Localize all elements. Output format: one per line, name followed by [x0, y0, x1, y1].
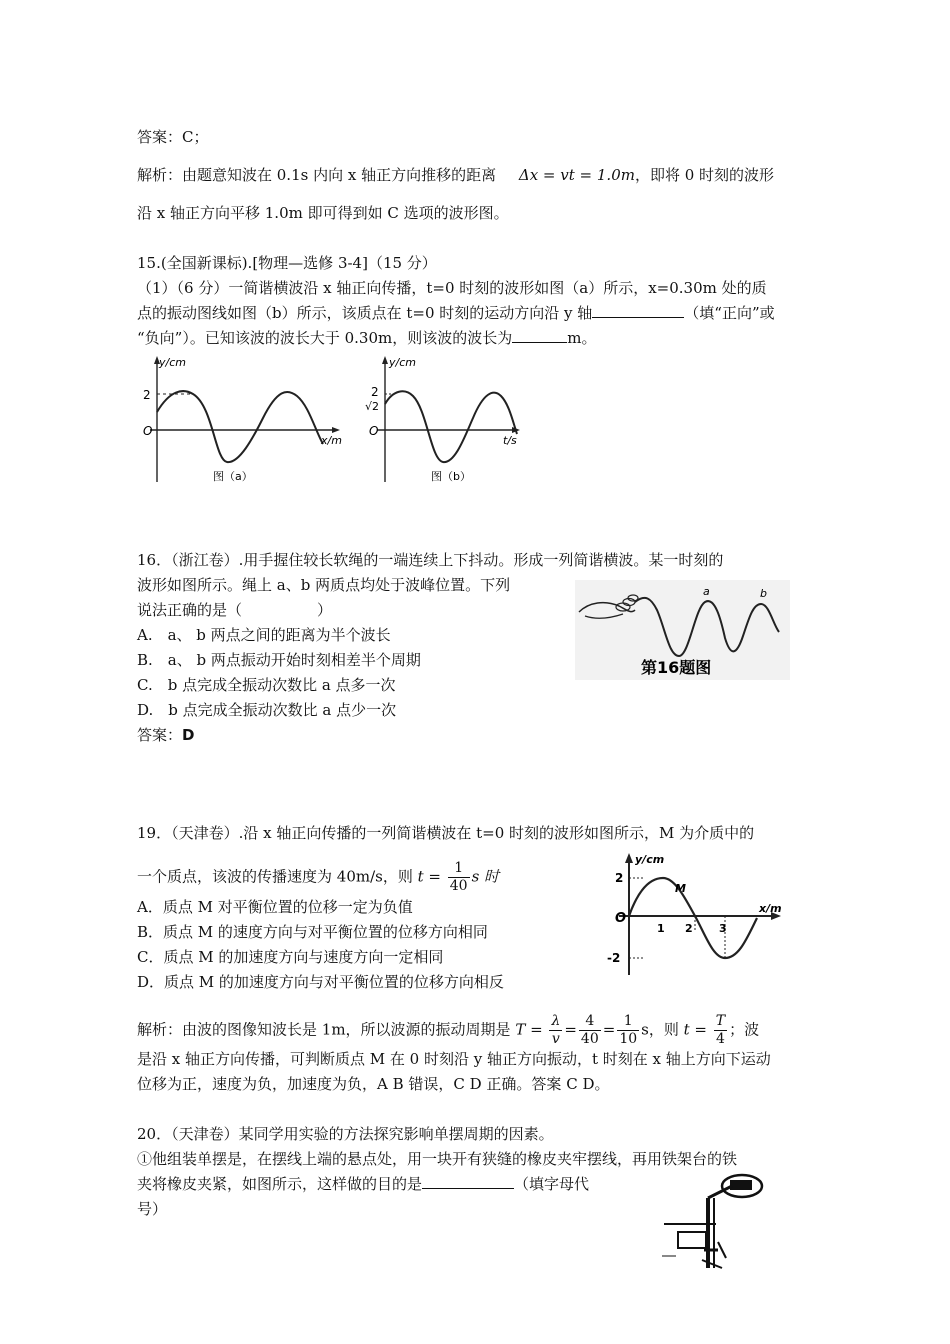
- q16-option-c[interactable]: C. b 点完成全振动次数比 a 点多一次: [137, 676, 396, 694]
- figure-19-ylabel: y/cm: [635, 853, 665, 866]
- q19-option-d[interactable]: D．质点 M 的加速度方向与对平衡位置的位移方向相反: [137, 973, 504, 991]
- q15-line1: （1）（6 分）一简谐横波沿 x 轴正向传播，t=0 时刻的波形如图（a）所示，x=0.30m 处的质: [137, 279, 767, 297]
- figure-a-tick-2: 2: [143, 388, 151, 402]
- figure-16-label-a: a: [703, 585, 710, 598]
- q16-option-b[interactable]: B. a、 b 两点振动开始时刻相差半个周期: [137, 651, 421, 669]
- analysis-14-formula: Δx = vt = 1.0m: [518, 166, 635, 184]
- q19-line1: 19．（天津卷）.沿 x 轴正向传播的一列简谐横波在 t=0 时刻的波形如图所示，M 为介质中的: [137, 824, 755, 842]
- q19-analysis-s: s，则: [641, 1020, 679, 1039]
- q15-line3: [137, 328, 596, 348]
- q19-analysis-frac2: $\frac{4}{40}$: [580, 1013, 599, 1047]
- analysis-14-line2: 沿 x 轴正方向平移 1.0m 即可得到如 C 选项的波形图。: [137, 204, 509, 222]
- q19-analysis-line3: 位移为正，速度为负，加速度为负，A B 错误，C D 正确。答案 C D。: [137, 1075, 610, 1093]
- q20-line3-text: 夹将橡皮夹紧，如图所示，这样做的目的是: [137, 1175, 423, 1193]
- q15-line2: [137, 303, 775, 323]
- figure-b-tick-root2: √2: [365, 400, 380, 413]
- q20-blank-answer[interactable]: [422, 1174, 514, 1189]
- figure-19-origin: O: [615, 911, 627, 926]
- figure-19-tick-1: 1: [657, 922, 665, 935]
- figure-a-caption: 图（a）: [213, 470, 253, 483]
- q15-blank-direction[interactable]: [592, 303, 684, 318]
- figure-19-xlabel: x/m: [759, 902, 782, 915]
- q20-line3-hint: （填字母代: [514, 1175, 590, 1193]
- figure-16-label-b: b: [760, 587, 767, 600]
- q16-option-a[interactable]: A. a、 b 两点之间的距离为半个波长: [137, 626, 391, 644]
- figure-20-pendulum-stand: [660, 1168, 770, 1273]
- q20-line2: ①他组装单摆是，在摆线上端的悬点处，用一块开有狭缝的橡皮夹牢摆线，再用铁架台的铁: [137, 1150, 738, 1168]
- q16-answer-value: D: [182, 726, 195, 744]
- q16-option-d[interactable]: D. b 点完成全振动次数比 a 点少一次: [137, 701, 397, 719]
- q19-option-a[interactable]: A．质点 M 对平衡位置的位移一定为负值: [137, 898, 413, 916]
- q15-line3-unit: m。: [567, 329, 597, 347]
- q19-line2-text: 一个质点，该波的传播速度为 40m/s，则: [137, 867, 413, 886]
- figure-b-vibration-graph: [355, 352, 525, 487]
- q19-analysis-line2: 是沿 x 轴正方向传播，可判断质点 M 在 0 时刻沿 y 轴正方向振动，t 时刻在 x 轴上方向下运动: [137, 1050, 771, 1068]
- q19-analysis-T: T =: [515, 1020, 543, 1039]
- q15-line2-text: 点的振动图线如图（b）所示，该质点在 t=0 时刻的运动方向沿 y 轴: [137, 304, 593, 322]
- q19-line2: 一个质点，该波的传播速度为 40m/s，则 t = $\frac{1}{40}$ s 时: [137, 860, 500, 894]
- q15-title: 15.(全国新课标).[物理—选修 3-4]（15 分）: [137, 254, 437, 272]
- q19-analysis-line1: 解析：由波的图像知波长是 1m，所以波源的振动周期是 T = $\frac{\lambda}{v}$ = $\frac{4}{40}$ = $\frac{1}{10}$ s，则 t = $\frac{T}{4}$ ；波: [137, 1013, 760, 1047]
- figure-19-tick-2x: 2: [685, 922, 693, 935]
- figure-a-origin: O: [143, 424, 153, 438]
- figure-16-caption: 第16题图: [641, 658, 712, 677]
- analysis-14-text-a: 解析：由题意知波在 0.1s 内向 x 轴正方向推移的距离: [137, 166, 497, 184]
- q15-blank-wavelength[interactable]: [512, 328, 567, 343]
- figure-a-wave-graph: [135, 352, 350, 487]
- figure-b-origin: O: [369, 424, 379, 438]
- figure-b-caption: 图（b）: [431, 470, 471, 483]
- q20-line1: 20．（天津卷）某同学用实验的方法探究影响单摆周期的因素。: [137, 1125, 554, 1143]
- q16-answer-label: 答案：: [137, 726, 183, 744]
- q20-line4: 号）: [137, 1200, 168, 1218]
- q19-option-c[interactable]: C．质点 M 的加速度方向与速度方向一定相同: [137, 948, 444, 966]
- figure-19-tick-2: 2: [615, 871, 624, 885]
- figure-b-tick-2: 2: [371, 385, 379, 399]
- q20-line3: [137, 1174, 589, 1194]
- q16-line1: 16．（浙江卷）.用手握住较长软绳的一端连续上下抖动。形成一列简谐横波。某一时刻的: [137, 551, 724, 569]
- q19-analysis-end: ；波: [729, 1020, 760, 1039]
- q19-fraction: $\frac{1}{40}$: [449, 860, 468, 894]
- q15-line3-text: “负向”）。已知该波的波长大于 0.30m，则该波的波长为: [137, 329, 513, 347]
- figure-b-ylabel: y/cm: [389, 356, 416, 369]
- q19-analysis-frac3: $\frac{1}{10}$: [619, 1013, 638, 1047]
- figure-a-xlabel: x/m: [321, 434, 342, 447]
- q19-option-b[interactable]: B．质点 M 的速度方向与对平衡位置的位移方向相同: [137, 923, 488, 941]
- q15-line2-hint: （填“正向”或: [684, 304, 775, 322]
- figure-a-ylabel: y/cm: [159, 356, 186, 369]
- analysis-14-line1: [137, 165, 774, 185]
- analysis-14-text-b: ，即将 0 时刻的波形: [634, 166, 775, 184]
- answer-14: 答案：C；: [137, 128, 209, 146]
- q16-line3: 说法正确的是（ ）: [137, 601, 333, 619]
- q16-line2: 波形如图所示。绳上 a、b 两质点均处于波峰位置。下列: [137, 576, 511, 594]
- q19-analysis-t: t =: [683, 1020, 707, 1039]
- q19-analysis-frac4: $\frac{T}{4}$: [715, 1013, 726, 1047]
- figure-b-xlabel: t/s: [503, 434, 517, 447]
- figure-16-rope-wave: [575, 580, 790, 680]
- q19-line2-tail: s 时: [471, 867, 500, 886]
- q19-analysis-text: 解析：由波的图像知波长是 1m，所以波源的振动周期是: [137, 1020, 511, 1039]
- q19-t-symbol: t: [417, 867, 424, 886]
- q19-analysis-frac1: $\frac{\lambda}{v}$: [551, 1013, 561, 1047]
- figure-19-tick-3: 3: [719, 922, 727, 935]
- figure-19-wave-graph: [605, 850, 790, 980]
- q16-answer: [137, 725, 194, 745]
- figure-19-point-m: M: [675, 882, 686, 895]
- figure-19-tick-minus2: -2: [607, 951, 621, 965]
